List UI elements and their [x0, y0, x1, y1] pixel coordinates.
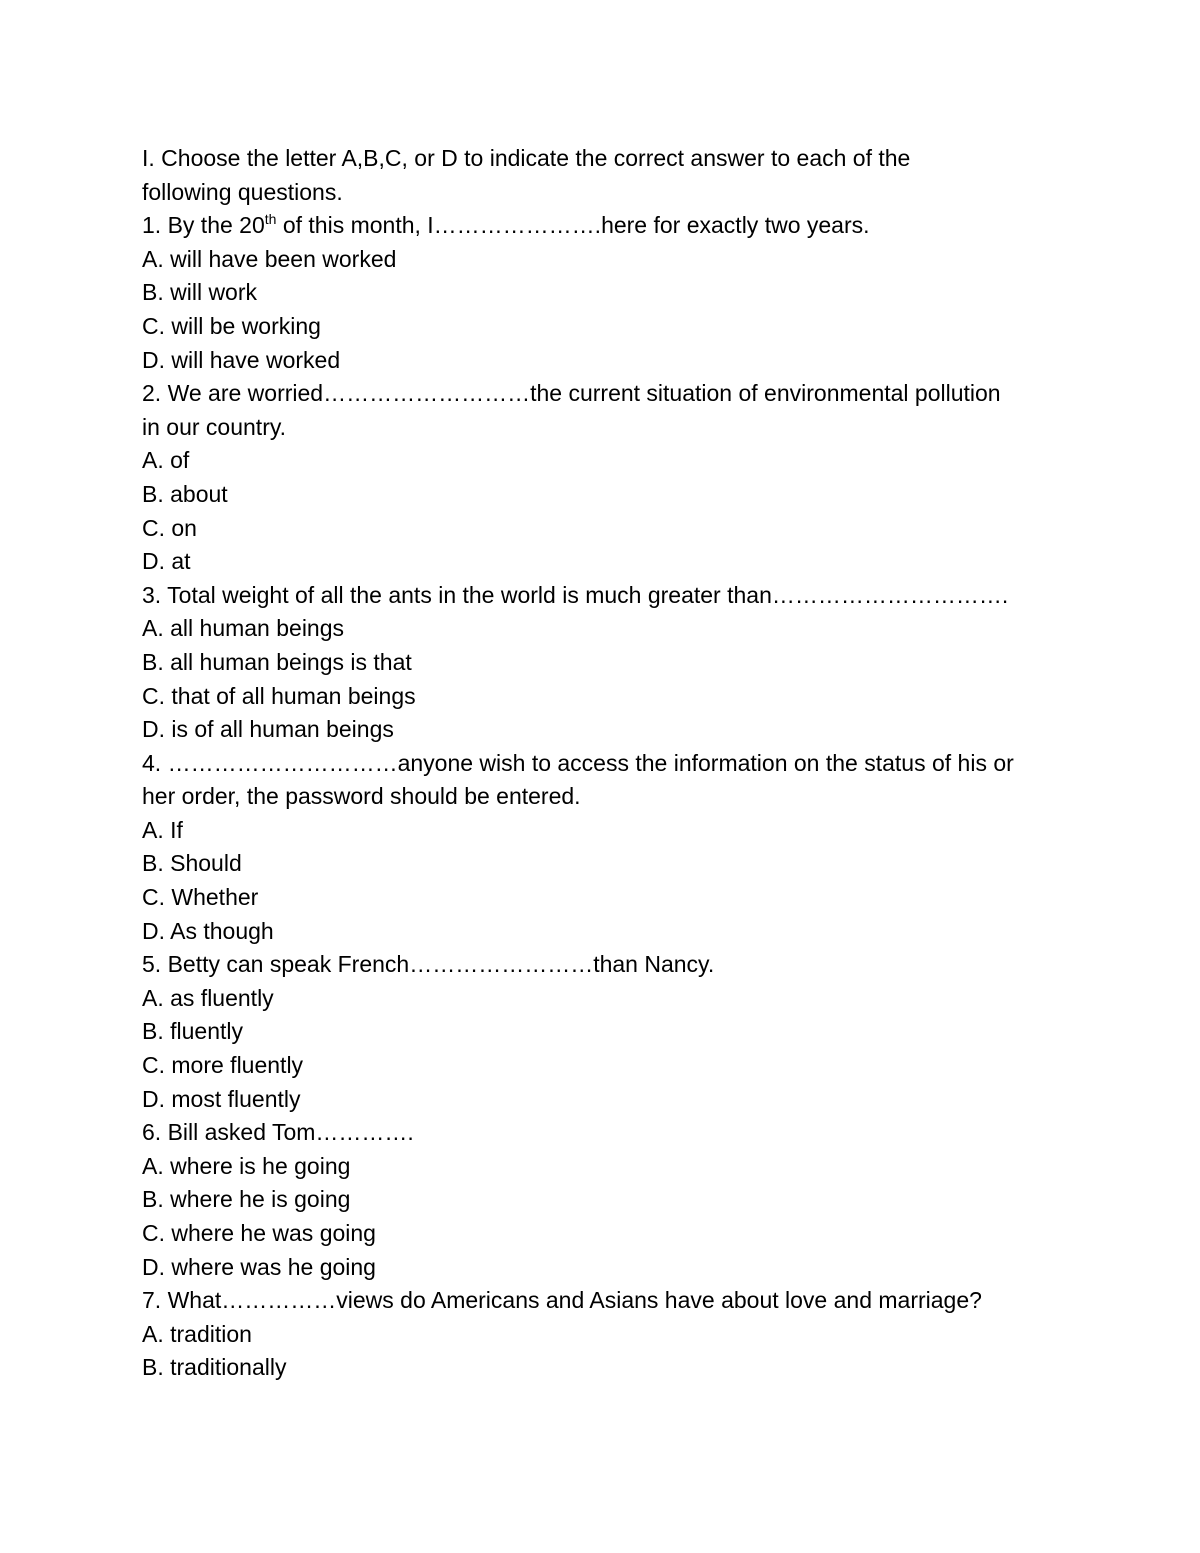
- option-line: B. Should: [142, 850, 242, 877]
- ordinal-suffix: th: [264, 211, 277, 228]
- question-line: 7. What……………views do Americans and Asians have about love and marriage?: [142, 1287, 982, 1314]
- question-line: 5. Betty can speak French……………………than Nancy.: [142, 951, 715, 978]
- question-line: [142, 209, 1082, 243]
- option-line: B. fluently: [142, 1018, 243, 1045]
- option-line: A. as fluently: [142, 984, 274, 1011]
- option-line: D. As though: [142, 917, 274, 944]
- option-line: D. where was he going: [142, 1253, 376, 1280]
- option-line: B. will work: [142, 279, 258, 306]
- option-line: A. where is he going: [142, 1152, 351, 1179]
- option-line: A. will have been worked: [142, 245, 397, 272]
- document-page: [142, 142, 1082, 1385]
- option-line: C. more fluently: [142, 1052, 304, 1079]
- question-line: 3. Total weight of all the ants in the world is much greater than………………………….: [142, 581, 1009, 608]
- option-line: C. where he was going: [142, 1220, 376, 1246]
- option-line: B. where he is going: [142, 1186, 351, 1213]
- question-line: 6. Bill asked Tom………….: [142, 1119, 414, 1146]
- option-line: D. is of all human beings: [142, 716, 394, 743]
- question-line: 4. …………………………anyone wish to access the information on the status of his or: [142, 749, 1014, 776]
- question-line: in our country.: [142, 413, 287, 440]
- question-text: of this month, I………………….here for exactly two years.: [276, 212, 870, 239]
- question-line: 2. We are worried………………………the current situation of environmental pollution: [142, 380, 1001, 407]
- text-line: I. Choose the letter A,B,C, or D to indicate the correct answer to each of the: [142, 145, 911, 171]
- option-line: B. all human beings is that: [142, 648, 412, 675]
- option-line: D. at: [142, 548, 191, 575]
- option-line: C. will be working: [142, 312, 321, 339]
- option-line: A. of: [142, 447, 190, 474]
- question-line: her order, the password should be entered.: [142, 783, 581, 810]
- option-line: B. traditionally: [142, 1354, 287, 1381]
- option-line: A. If: [142, 816, 183, 843]
- option-line: A. tradition: [142, 1320, 252, 1347]
- option-line: D. most fluently: [142, 1085, 301, 1112]
- option-line: C. that of all human beings: [142, 682, 416, 709]
- option-line: B. about: [142, 480, 228, 507]
- option-line: A. all human beings: [142, 615, 345, 642]
- option-line: C. on: [142, 514, 197, 541]
- text-line: following questions.: [142, 178, 343, 205]
- option-line: C. Whether: [142, 884, 259, 911]
- question-text: 1. By the 20: [142, 212, 265, 239]
- option-line: D. will have worked: [142, 346, 341, 373]
